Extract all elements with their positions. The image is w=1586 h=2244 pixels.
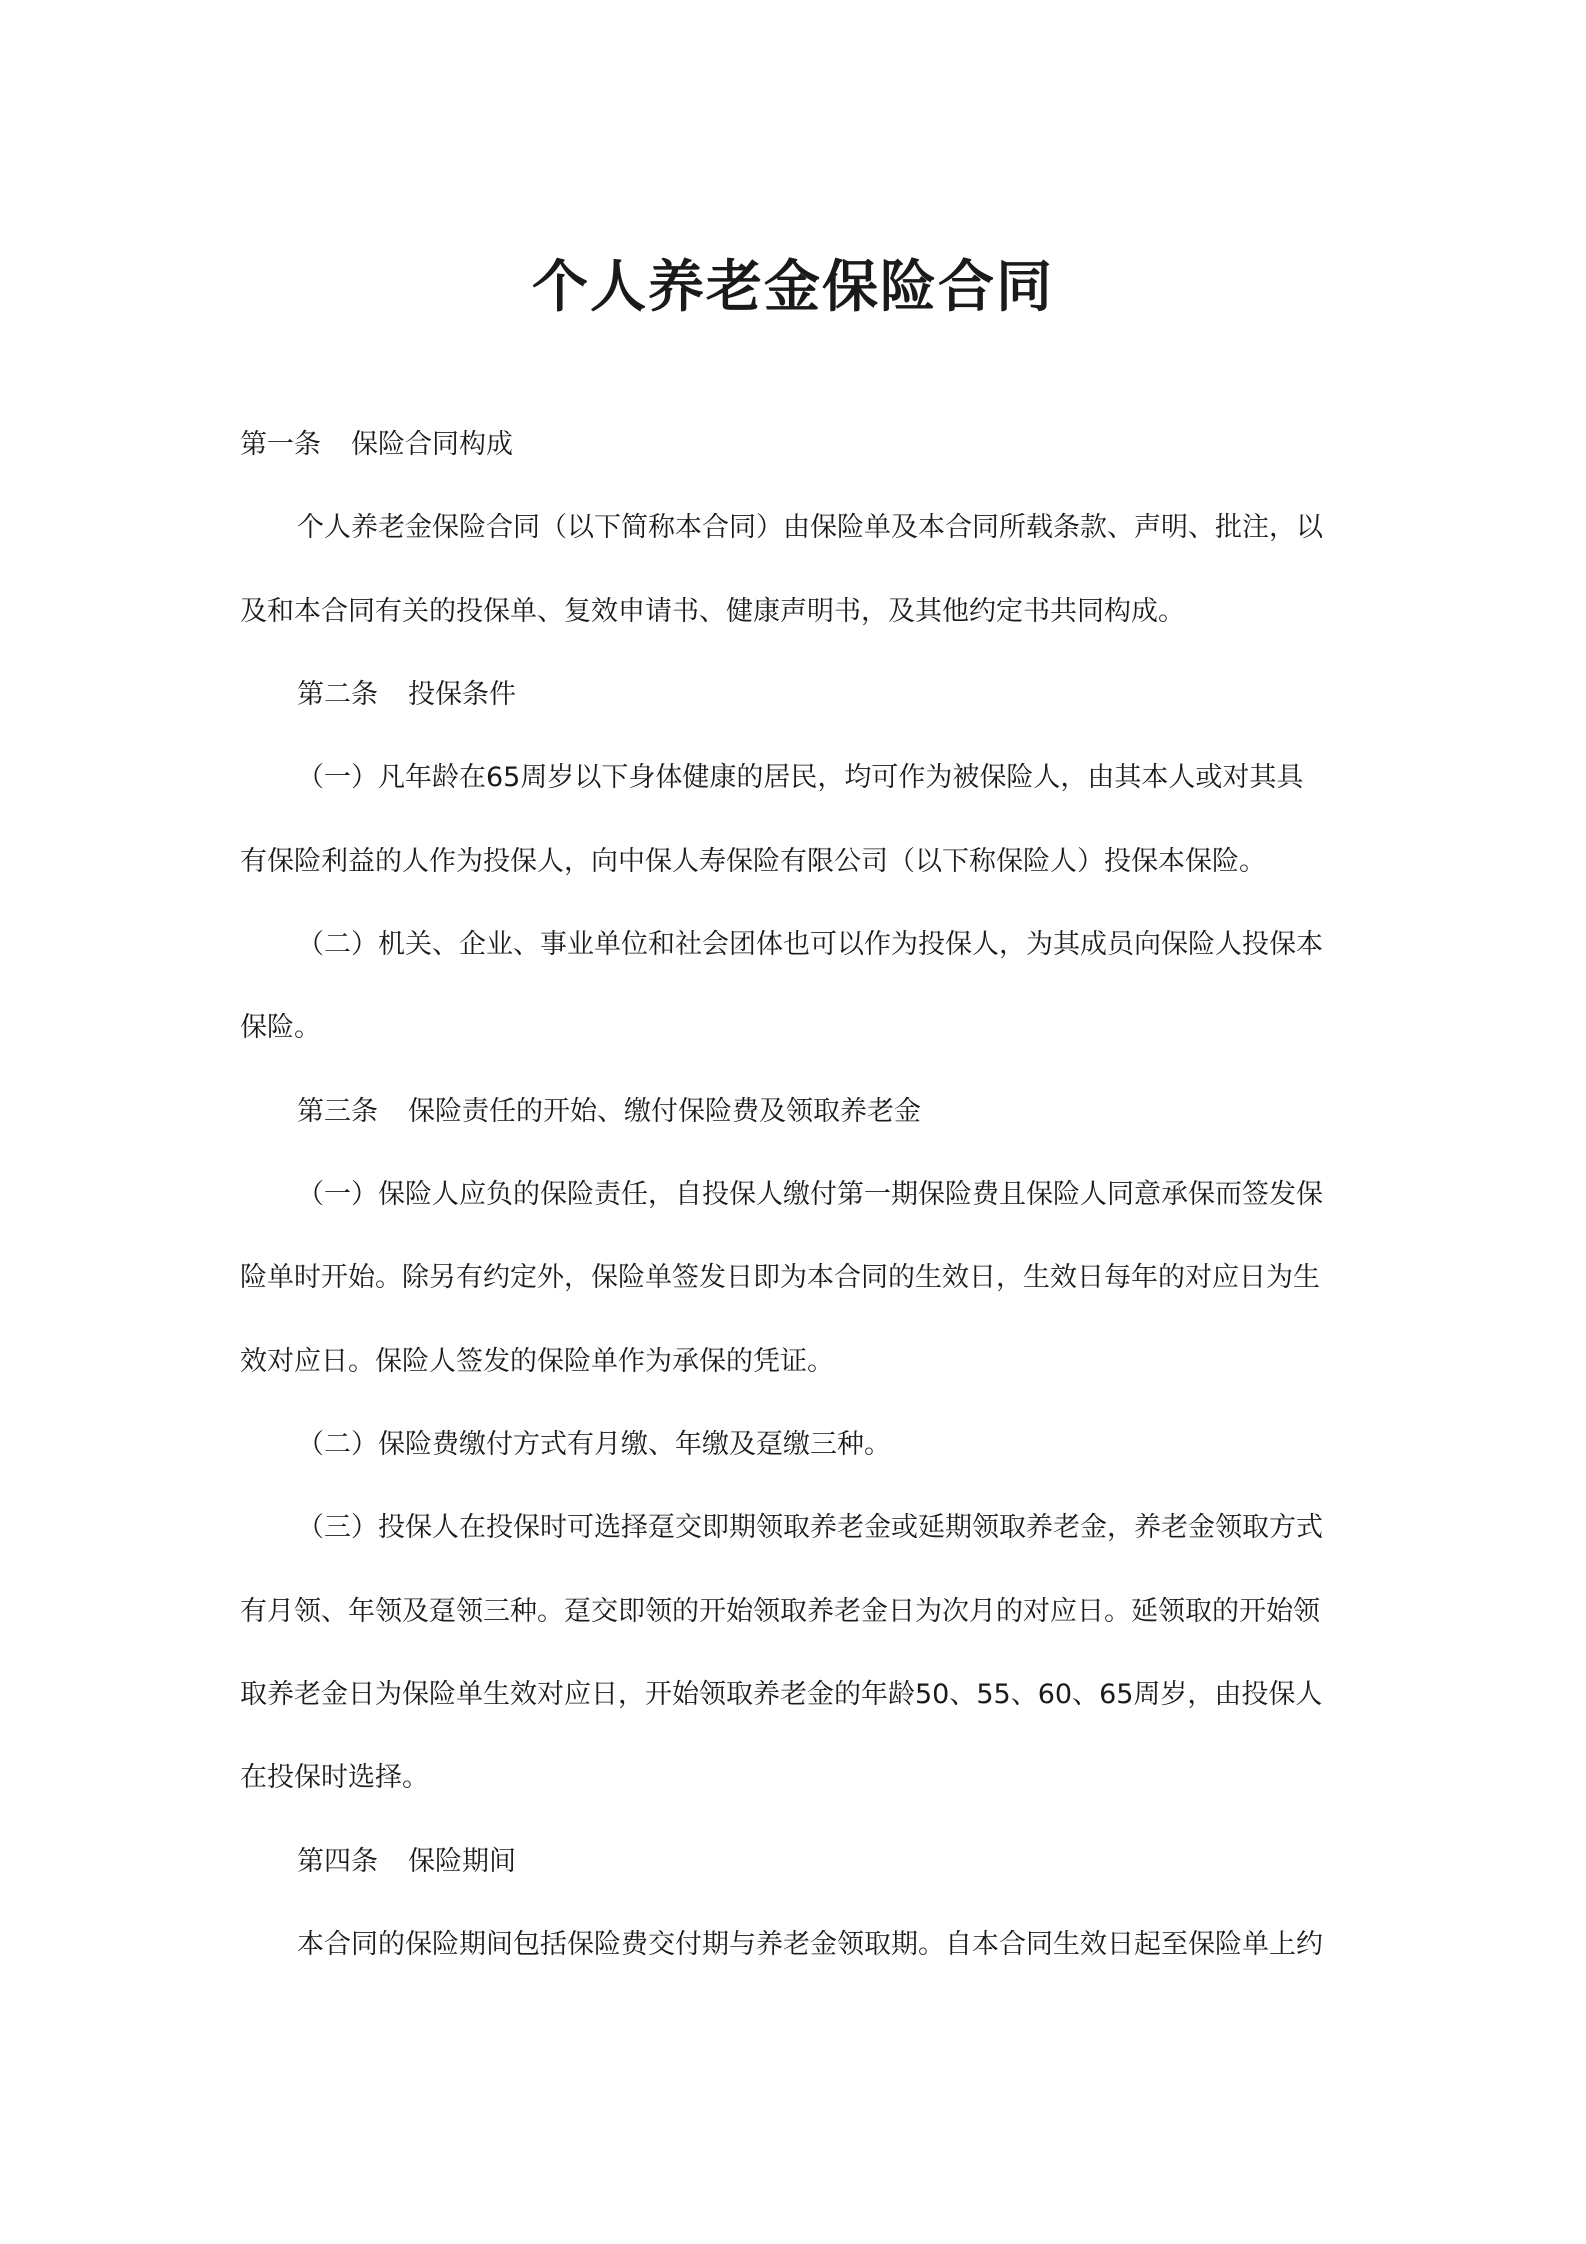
article-label: 第四条 [297, 1846, 378, 1877]
paragraph-line: （二）机关、企业、事业单位和社会团体也可以作为投保人，为其成员向保险人投保本 [297, 929, 1323, 960]
document-title: 个人养老金保险合同 [532, 255, 1054, 320]
article-heading: 保险期间 [408, 1846, 516, 1877]
paragraph-line: 取养老金日为保险单生效对应日，开始领取养老金的年龄50、55、60、65周岁，由投保人 [240, 1679, 1323, 1710]
article-label: 第一条 [240, 429, 321, 460]
paragraph-line: 个人养老金保险合同（以下简称本合同）由保险单及本合同所载条款、声明、批注，以 [297, 512, 1323, 543]
article-4-heading [297, 1842, 516, 1882]
paragraph-line: （一）凡年龄在65周岁以下身体健康的居民，均可作为被保险人，由其本人或对其具 [297, 762, 1304, 793]
paragraph-line: 效对应日。保险人签发的保险单作为承保的凭证。 [240, 1346, 834, 1377]
paragraph-line: 本合同的保险期间包括保险费交付期与养老金领取期。自本合同生效日起至保险单上约 [297, 1929, 1323, 1960]
article-label: 第二条 [297, 679, 378, 710]
paragraph-line: （一）保险人应负的保险责任，自投保人缴付第一期保险费且保险人同意承保而签发保 [297, 1179, 1323, 1210]
article-2-heading [297, 675, 516, 715]
article-heading: 保险责任的开始、缴付保险费及领取养老金 [408, 1096, 921, 1127]
paragraph-line: 及和本合同有关的投保单、复效申请书、健康声明书，及其他约定书共同构成。 [240, 596, 1185, 627]
article-label: 第三条 [297, 1096, 378, 1127]
paragraph-line: 险单时开始。除另有约定外，保险单签发日即为本合同的生效日，生效日每年的对应日为生 [240, 1262, 1320, 1293]
article-3-heading [297, 1092, 921, 1132]
article-1-heading [240, 425, 513, 465]
article-heading: 投保条件 [408, 679, 516, 710]
paragraph-line: 在投保时选择。 [240, 1762, 429, 1793]
paragraph-line: （二）保险费缴付方式有月缴、年缴及趸缴三种。 [297, 1429, 891, 1460]
paragraph-line: 保险。 [240, 1012, 321, 1043]
article-heading: 保险合同构成 [351, 429, 513, 460]
paragraph-line: （三）投保人在投保时可选择趸交即期领取养老金或延期领取养老金，养老金领取方式 [297, 1512, 1323, 1543]
paragraph-line: 有保险利益的人作为投保人，向中保人寿保险有限公司（以下称保险人）投保本保险。 [240, 846, 1266, 877]
paragraph-line: 有月领、年领及趸领三种。趸交即领的开始领取养老金日为次月的对应日。延领取的开始领 [240, 1596, 1320, 1627]
